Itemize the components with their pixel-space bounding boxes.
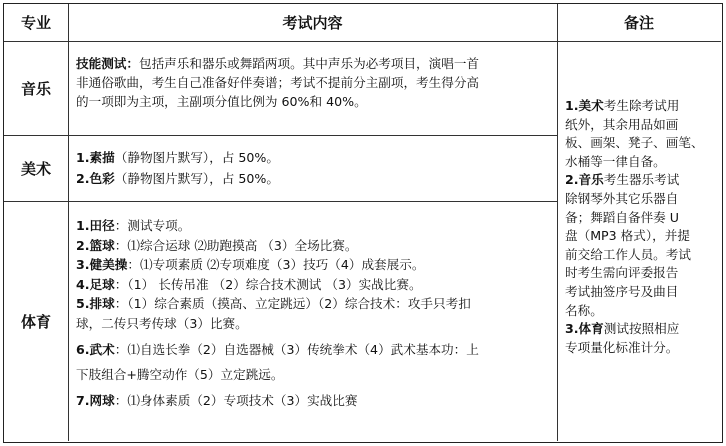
- content-line: 1.田径：测试专项。: [76, 218, 191, 233]
- header-major: 专业: [20, 14, 51, 32]
- note-line: 板、画架、凳子、画笔、: [565, 135, 704, 151]
- content-music: [68, 54, 557, 111]
- content-line: 4.足球：（1） 长传吊准 （2）综合技术测试 （3）实战比赛。: [76, 276, 422, 292]
- content-sports: [68, 216, 557, 410]
- row-divider: [4, 41, 721, 42]
- content-line: 技能测试：包括声乐和器乐或舞蹈两项。其中声乐为必考项目，演唱一首: [76, 56, 479, 71]
- row-divider: [4, 135, 557, 136]
- content-line: 1.素描（静物图片默写），占 50%。: [76, 150, 279, 165]
- note-line: 2.音乐考生器乐考试: [565, 172, 680, 188]
- content-line: 球，二传只考传球（3）比赛。: [76, 315, 248, 331]
- content-art: [68, 148, 557, 188]
- note-line: 1.美术考生除考试用: [565, 98, 680, 113]
- note-line: 备；舞蹈自备伴奏 U: [565, 209, 679, 225]
- content-line: 非通俗歌曲，考生自己准备好伴奏谱；考试不提前分主副项，考生得分高: [76, 75, 479, 90]
- exam-table: [3, 3, 723, 443]
- content-line: 5.排球：（1）综合素质（摸高、立定跳远）（2）综合技术：攻手只考扣: [76, 296, 471, 312]
- note-line: 前交给工作人员。考试: [565, 246, 691, 262]
- major-sports: 体育: [20, 312, 51, 331]
- content-line: 2.篮球：⑴综合运球 ⑵助跑摸高 （3）全场比赛。: [76, 237, 358, 253]
- major-music: 音乐: [20, 79, 51, 98]
- content-line: 的一项即为主项，主副项分值比例为 60%和 40%。: [76, 94, 367, 109]
- major-art: 美术: [20, 159, 51, 178]
- note-line: 纸外，其余用品如画: [565, 116, 679, 132]
- row-divider: [4, 201, 557, 202]
- note-line: 水桶等一律自备。: [565, 153, 666, 169]
- content-line: 6.武术：⑴自选长拳（2）自选器械（3）传统拳术（4）武术基本功：上: [76, 341, 479, 357]
- note-line: 盘（MP3 格式），并提: [565, 228, 690, 244]
- note-line: 专项量化标准计分。: [565, 339, 679, 355]
- content-line: 3.健美操：⑴专项素质 ⑵专项难度（3）技巧（4）成套展示。: [76, 257, 425, 273]
- note-line: 名称。: [565, 302, 603, 318]
- note-line: 考试抽签序号及曲目: [565, 283, 679, 299]
- notes-column: [557, 97, 721, 357]
- note-line: 除钢琴外其它乐器自: [565, 190, 679, 206]
- header-content: 考试内容: [282, 14, 343, 32]
- note-line: 3.体育测试按照相应: [565, 321, 680, 337]
- header-notes: 备注: [623, 14, 654, 32]
- content-line: 2.色彩（静物图片默写），占 50%。: [76, 171, 279, 186]
- content-line: 下肢组合+腾空动作（5）立定跳远。: [76, 367, 284, 383]
- content-line: 7.网球：⑴身体素质（2）专项技术（3）实战比赛: [76, 392, 358, 408]
- note-line: 时考生需向评委报告: [565, 265, 679, 281]
